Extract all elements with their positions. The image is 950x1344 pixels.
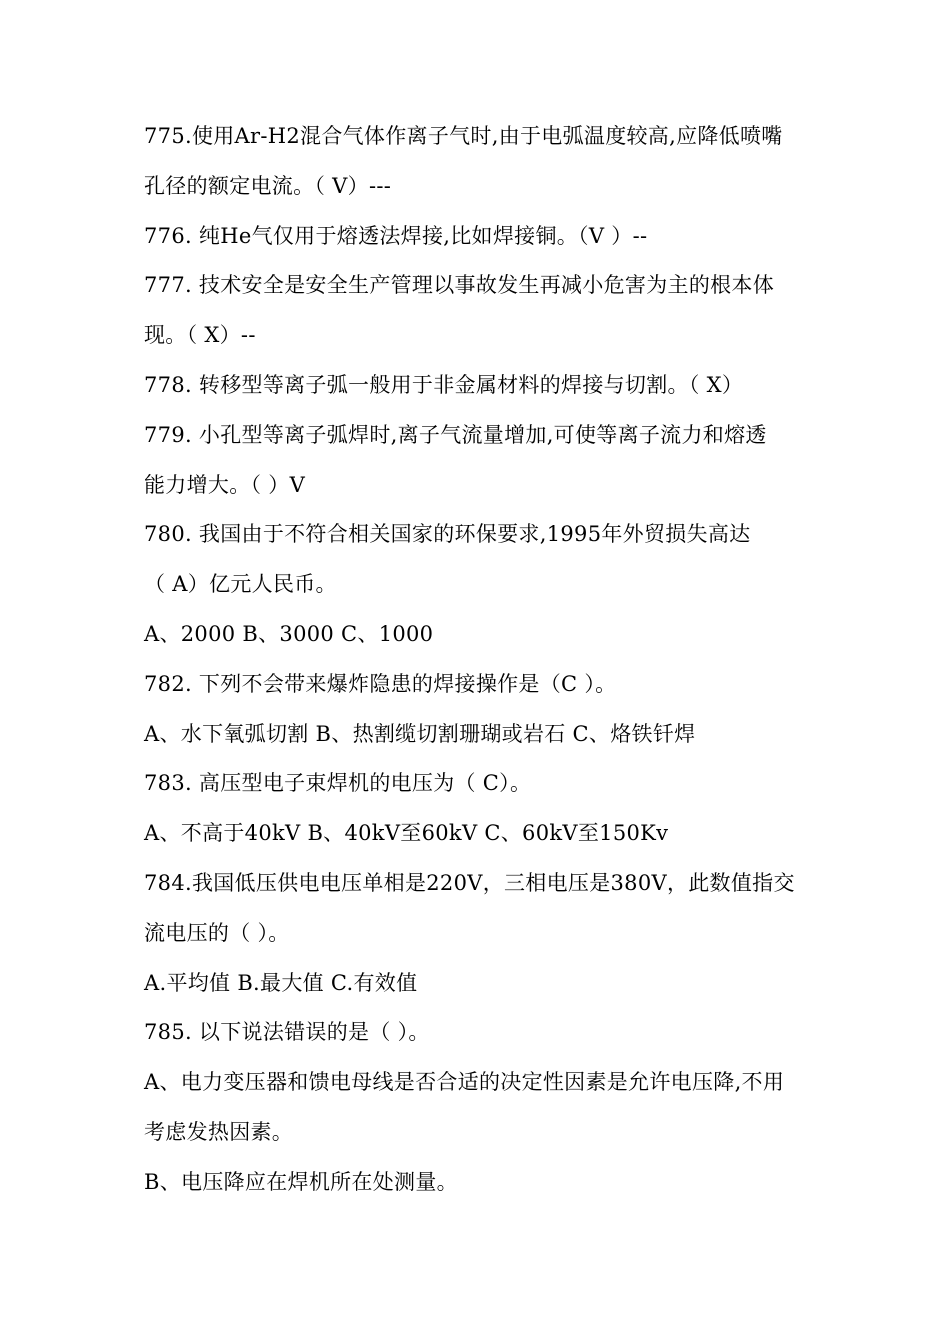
text-line-784b: 流电压的（ ）。 xyxy=(144,920,290,945)
text-line-785-option-a2: 考虑发热因素。 xyxy=(144,1119,294,1144)
text-line-778: 778. 转移型等离子弧一般用于非金属材料的焊接与切割。（ X） xyxy=(144,372,744,397)
text-line-777a: 777. 技术安全是安全生产管理以事故发生再减小危害为主的根本体 xyxy=(144,273,775,298)
text-line-783-options: A、不高于40kV B、40kV至60kV C、60kV至150Kv xyxy=(144,821,669,846)
document-body xyxy=(144,112,816,1208)
text-line-776: 776. 纯He气仅用于熔透法焊接,比如焊接铜。（V ）-- xyxy=(144,223,648,248)
text-line-779a: 779. 小孔型等离子弧焊时,离子气流量增加,可使等离子流力和熔透 xyxy=(144,422,767,447)
text-line-780a: 780. 我国由于不符合相关国家的环保要求,1995年外贸损失高达 xyxy=(144,522,751,547)
text-line-784-options: A.平均值 B.最大值 C.有效值 xyxy=(144,970,418,995)
text-line-785-option-b: B、电压降应在焊机所在处测量。 xyxy=(144,1169,458,1194)
text-line-779b: 能力增大。（ ）V xyxy=(144,472,306,497)
text-line-775a: 775.使用Ar-H2混合气体作离子气时,由于电弧温度较高,应降低喷嘴 xyxy=(144,124,783,148)
text-line-785: 785. 以下说法错误的是（ ）。 xyxy=(144,1020,430,1045)
text-line-782: 782. 下列不会带来爆炸隐患的焊接操作是（C ）。 xyxy=(144,671,617,696)
text-line-780-options: A、2000 B、3000 C、1000 xyxy=(144,621,434,646)
text-line-783: 783. 高压型电子束焊机的电压为（ C）。 xyxy=(144,771,532,796)
text-line-777b: 现。（ X）-- xyxy=(144,323,256,348)
text-line-785-option-a1: A、电力变压器和馈电母线是否合适的决定性因素是允许电压降,不用 xyxy=(144,1070,785,1095)
text-line-780b: （ A）亿元人民币。 xyxy=(144,572,337,597)
text-line-775b: 孔径的额定电流。（ V）--- xyxy=(144,173,392,198)
text-line-784a: 784.我国低压供电电压单相是220V，三相电压是380V，此数值指交 xyxy=(144,870,795,895)
text-line-782-options: A、水下氧弧切割 B、热割缆切割珊瑚或岩石 C、烙铁钎焊 xyxy=(144,721,696,746)
